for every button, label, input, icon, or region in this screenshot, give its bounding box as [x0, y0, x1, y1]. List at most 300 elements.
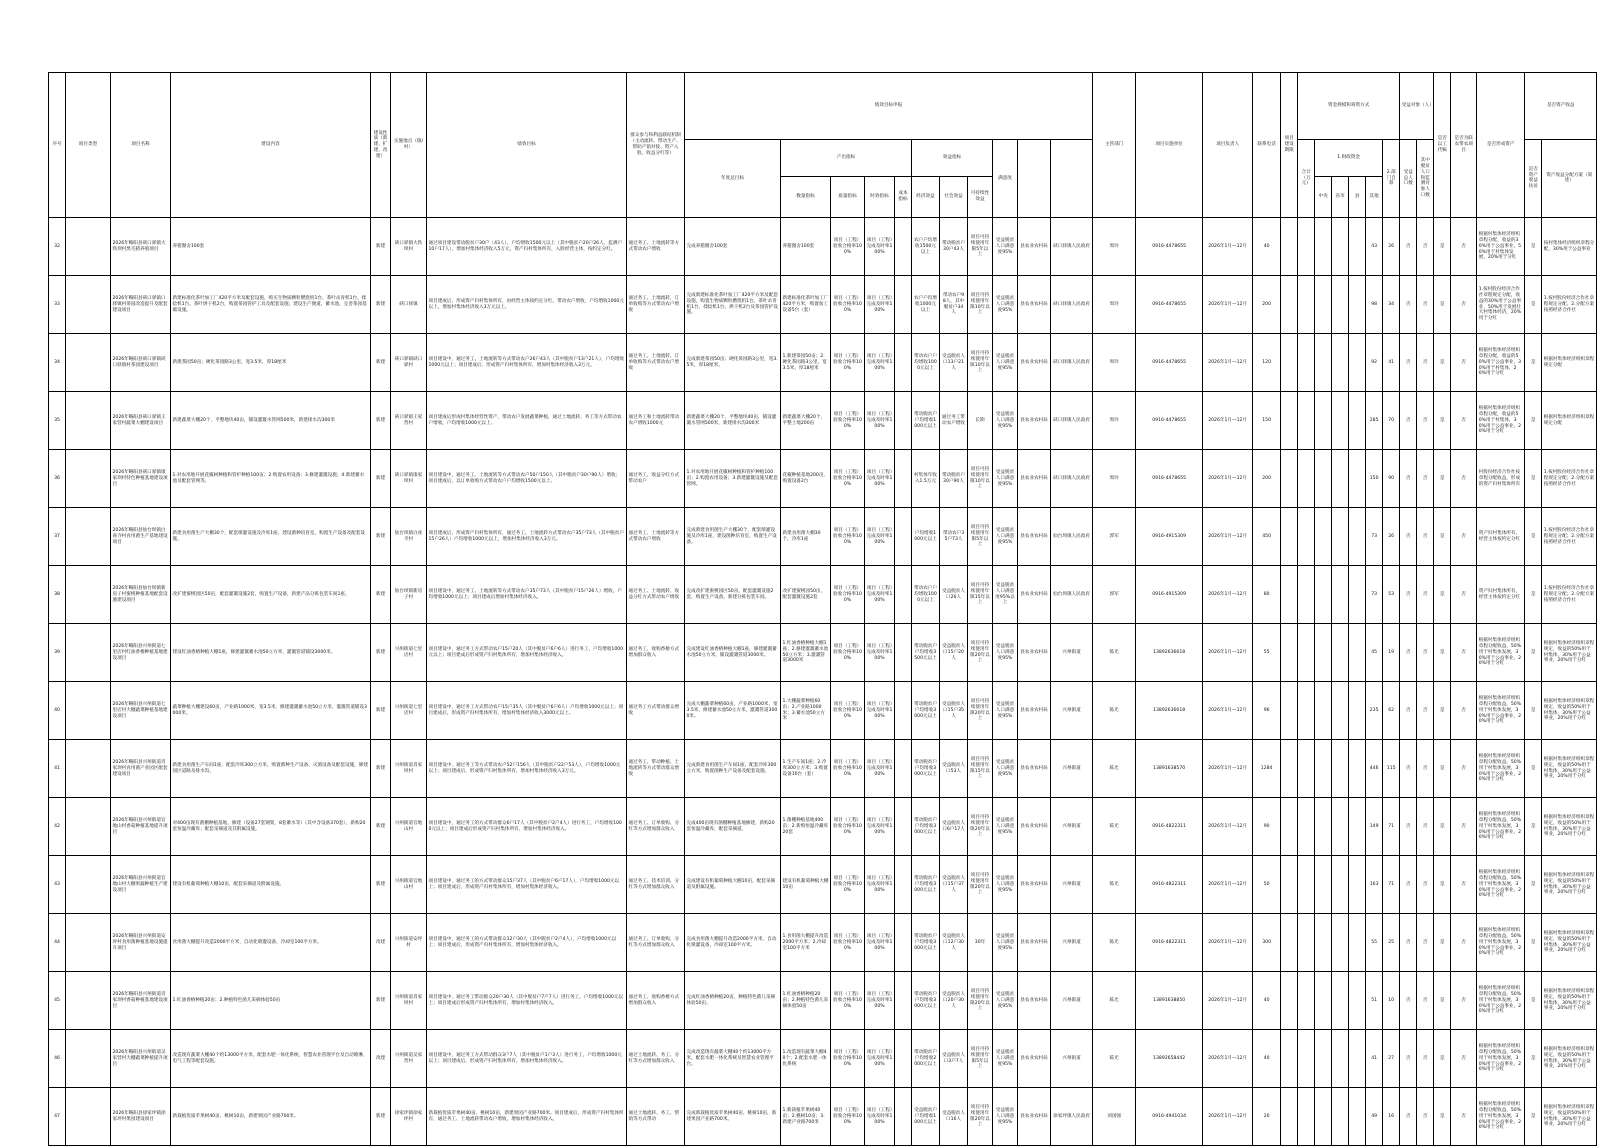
quantity-cell: 养猪圈舍100套: [781, 218, 831, 276]
content-cell: 改扩建蜜桃园区50亩，配套灌溉设施2套，购置生产设备，新建产品分拣包装车间1座。: [171, 566, 371, 624]
province-cell: [1298, 508, 1315, 566]
village-flag-cell: 是: [1525, 508, 1542, 566]
location-cell: 兴州街道安坪村: [391, 914, 427, 972]
quality-cell: 项目（工程）验收合格率100%: [831, 1030, 865, 1088]
header-name: 项目名称: [111, 73, 171, 218]
type-cell: [66, 218, 111, 276]
leader-cell: 陈光: [1093, 624, 1136, 682]
target-cell: 项目建设中，通过务工的方式带动群众6户17人（其中脱贫户2户4人）进行务工，户均增收1000元以上；项目建成后形成资产归村集体所有，增加村集体经济收入。: [427, 798, 627, 856]
income-dist-cell: 根据村集体经济组织章程分配收益，50%用于村集体发展，30%用于公益事业，20%用于分红: [1477, 798, 1525, 856]
type-cell: [66, 1030, 111, 1088]
quantity-cell: 1.红油香椿种植20亩；2.种植特色菌儿采摘体验50亩: [781, 972, 831, 1030]
target-cell: 项目建设中，通过务工等方式带动农户52户156人（其中脱贫户22户53人），户均增收1000元以上；项目建成后，形成资产归村集体所有，增加村集体经济收入3万元。: [427, 740, 627, 798]
poor-cell: 62: [1383, 682, 1400, 740]
province-cell: [1298, 798, 1315, 856]
header-type-flag: 是否以工代赈: [1434, 73, 1451, 218]
county-cell: [1315, 1030, 1332, 1088]
header-province-city: 省市: [1332, 176, 1349, 217]
deptfund-cell: [1349, 1030, 1366, 1088]
workrelief-cell: 否: [1400, 1030, 1417, 1088]
phone-cell: 0916-4915309: [1136, 508, 1203, 566]
income-dist-cell: 根据村集体经济组织章程分配，收益的50%用于公益事业，30%用于村集体，20%用于分红: [1477, 334, 1525, 392]
benef-cell: 98: [1366, 276, 1383, 334]
sustain-cell: 项目可持续使用年限20年以上: [968, 624, 993, 682]
total-cell: 55: [1253, 624, 1281, 682]
other-cell: [1332, 1030, 1349, 1088]
linkage-cell: 否: [1417, 392, 1434, 450]
nature-cell: 新建: [371, 508, 391, 566]
workrelief-cell: 否: [1400, 508, 1417, 566]
county-cell: [1315, 1088, 1332, 1146]
name-cell: 2026年略阳县徐家坪镇徐家坪村果园建设项目: [111, 1088, 171, 1146]
village-flag-cell: 是: [1525, 856, 1542, 914]
province-cell: [1298, 972, 1315, 1030]
mechanism-cell: 通过务工、土地流转、订单收购等方式带动农户增收: [627, 276, 685, 334]
timeliness-cell: 项目（工程）完成及时率100%: [865, 566, 895, 624]
phone-cell: 13891638570: [1136, 740, 1203, 798]
dept-cell: 县农业农村局: [1018, 450, 1051, 508]
type-cell: [66, 334, 111, 392]
total-cell: 200: [1253, 450, 1281, 508]
unit-cell: 硖口驿镇人民政府: [1051, 276, 1093, 334]
cost-cell: [895, 508, 912, 566]
name-cell: 2026年略阳县兴州街道吴家营村大棚蔬菜种植提升项目: [111, 1030, 171, 1088]
central-cell: [1281, 972, 1298, 1030]
village-plan-cell: 根据村集体经济组织章程规定，收益的50%用于村集体，30%用于公益事业，20%用于分红: [1542, 914, 1597, 972]
econ-cell: 农户户均增收1000元以上: [912, 276, 940, 334]
type-cell: [66, 740, 111, 798]
income-flag-cell: 否: [1451, 1030, 1477, 1088]
deptfund-cell: [1349, 334, 1366, 392]
income-dist-cell: 根据村集体经济组织章程分配，收益的30%用于公益事业，50%用于村集体发展，20%用于分红: [1477, 218, 1525, 276]
name-cell: 2026年略阳县兴州街道安坪村食用菌种植基地设施提升项目: [111, 914, 171, 972]
seq-cell: 33: [49, 276, 66, 334]
satisfaction-cell: 受益脱贫人口满意度95%: [993, 1088, 1018, 1146]
dept-cell: 县农业农村局: [1018, 334, 1051, 392]
benef-cell: 45: [1366, 624, 1383, 682]
income-dist-cell: 根据村集体经济组织章程分配收益，50%用于村集体发展，30%用于公益事业，20%用于分红: [1477, 1088, 1525, 1146]
dept-cell: 县农业农村局: [1018, 856, 1051, 914]
timeliness-cell: 项目（工程）完成及时率100%: [865, 218, 895, 276]
poor-cell: 26: [1383, 218, 1400, 276]
asset-cell: 是: [1434, 276, 1451, 334]
benef-cell: 43: [1366, 218, 1383, 276]
phone-cell: 0916-4478655: [1136, 218, 1203, 276]
county-cell: [1315, 624, 1332, 682]
workrelief-cell: 否: [1400, 682, 1417, 740]
village-flag-cell: 是: [1525, 218, 1542, 276]
dept-cell: 县农业农村局: [1018, 914, 1051, 972]
village-flag-cell: 是: [1525, 276, 1542, 334]
workrelief-cell: 否: [1400, 1088, 1417, 1146]
income-flag-cell: 否: [1451, 856, 1477, 914]
central-cell: [1281, 914, 1298, 972]
poor-cell: 70: [1383, 392, 1400, 450]
unit-cell: 兴州街道: [1051, 972, 1093, 1030]
table-row: [49, 1030, 1597, 1088]
header-econ: 经济效益: [912, 176, 940, 217]
table-row: [49, 972, 1597, 1030]
other-cell: [1332, 914, 1349, 972]
timeliness-cell: 项目（工程）完成及时率100%: [865, 740, 895, 798]
poor-cell: 53: [1383, 566, 1400, 624]
cost-cell: [895, 1088, 912, 1146]
social-cell: 受益脱贫人口13户21人: [940, 334, 968, 392]
income-dist-cell: 资产归村集体所有，经营主体按约定分红: [1477, 508, 1525, 566]
leader-cell: 郭军: [1093, 508, 1136, 566]
sustain-cell: 项目可持续使用年限5年以上: [968, 1030, 993, 1088]
poor-cell: 41: [1383, 334, 1400, 392]
header-county: 县: [1349, 176, 1366, 217]
name-cell: 2026年略阳县兴州街道七里店村大棚蔬菜种植基地建设项目: [111, 682, 171, 740]
central-cell: [1281, 624, 1298, 682]
benef-cell: 73: [1366, 566, 1383, 624]
village-flag-cell: 是: [1525, 1030, 1542, 1088]
type-cell: [66, 1088, 111, 1146]
village-flag-cell: 是: [1525, 798, 1542, 856]
quality-cell: 项目（工程）验收合格率100%: [831, 508, 865, 566]
quality-cell: 项目（工程）验收合格率100%: [831, 856, 865, 914]
location-cell: 徐家坪镇徐家坪村: [391, 1088, 427, 1146]
econ-cell: 农户户均增收1500元以上: [912, 218, 940, 276]
nature-cell: 新建: [371, 218, 391, 276]
deptfund-cell: [1349, 740, 1366, 798]
poor-cell: 115: [1383, 740, 1400, 798]
benef-cell: 285: [1366, 392, 1383, 450]
content-cell: 1.红油香椿种植20亩；2.种植特色菌儿采摘体验50亩: [171, 972, 371, 1030]
quantity-cell: 1.新栽植苹果树40亩；2.桃树10亩；3.新建产业路700米: [781, 1088, 831, 1146]
dept-cell: 县农业农村局: [1018, 392, 1051, 450]
econ-cell: 带动脱贫户户均增收3000元以上: [912, 682, 940, 740]
workrelief-cell: 否: [1400, 624, 1417, 682]
village-flag-cell: 是: [1525, 392, 1542, 450]
table-row: [49, 450, 1597, 508]
social-cell: 带动农户35户73人: [940, 508, 968, 566]
seq-cell: 40: [49, 682, 66, 740]
total-cell: 450: [1253, 508, 1281, 566]
village-flag-cell: 是: [1525, 624, 1542, 682]
timeliness-cell: 项目（工程）完成及时率100%: [865, 972, 895, 1030]
workrelief-cell: 否: [1400, 566, 1417, 624]
quantity-cell: 1.食用菌大棚提升改造2000平方米；2.冷却室100平方米: [781, 914, 831, 972]
central-cell: [1281, 682, 1298, 740]
seq-cell: 34: [49, 334, 66, 392]
total-cell: 20: [1253, 1088, 1281, 1146]
dept-cell: 县农业农村局: [1018, 1088, 1051, 1146]
benef-cell: 92: [1366, 334, 1383, 392]
total-cell: 40: [1253, 218, 1281, 276]
period-cell: 2026年1月—12月: [1203, 624, 1253, 682]
econ-cell: 带动脱贫户户均增收3000元以上: [912, 740, 940, 798]
timeliness-cell: 项目（工程）完成及时率100%: [865, 624, 895, 682]
total-cell: 300: [1253, 914, 1281, 972]
village-flag-cell: 是: [1525, 450, 1542, 508]
income-flag-cell: 否: [1451, 682, 1477, 740]
dept-cell: 县农业农村局: [1018, 218, 1051, 276]
location-cell: 硖口驿镇王家营村: [391, 392, 427, 450]
leader-cell: 陈光: [1093, 914, 1136, 972]
poor-cell: 90: [1383, 450, 1400, 508]
phone-cell: 0916-4822311: [1136, 798, 1203, 856]
sustain-cell: 项目可持续使用年限20年以上: [968, 856, 993, 914]
total-cell: 40: [1253, 1030, 1281, 1088]
other-cell: [1332, 972, 1349, 1030]
satisfaction-cell: 受益脱贫人口满意度95%: [993, 856, 1018, 914]
header-mechanism: 群众参与和利益联结机制（主动流转、带动生产、帮助产销对接、资产入股、收益分红等）: [627, 73, 685, 218]
social-cell: 带动脱贫户30户43人: [940, 218, 968, 276]
province-cell: [1298, 450, 1315, 508]
total-cell: 96: [1253, 682, 1281, 740]
period-cell: 2026年1月—12月: [1203, 392, 1253, 450]
header-dept-fund: 2.部门自筹: [1383, 139, 1400, 217]
table-row: [49, 914, 1597, 972]
income-dist-cell: 根据村集体经济组织章程分配收益，50%用于村集体发展，30%用于公益事业，20%用于分红: [1477, 1030, 1525, 1088]
village-flag-cell: 是: [1525, 914, 1542, 972]
annual-cell: 完成红油香椿种植20亩，种植特色菌儿采摘体验50亩。: [685, 972, 781, 1030]
income-dist-cell: 村股份经济合作社按章程分配收益，形成的资产归村集体所有: [1477, 450, 1525, 508]
social-cell: 受益脱贫人口15户37人: [940, 856, 968, 914]
cost-cell: [895, 566, 912, 624]
name-cell: 2026年略阳县硖口驿镇硖口驿镇村茶园建设项目: [111, 334, 171, 392]
sustain-cell: 项目可持续使用年限15年以上: [968, 740, 993, 798]
type-cell: [66, 450, 111, 508]
unit-cell: 硖口驿镇人民政府: [1051, 218, 1093, 276]
header-asset: 是否形成资产: [1477, 73, 1525, 218]
linkage-cell: 否: [1417, 1088, 1434, 1146]
nature-cell: 新建: [371, 566, 391, 624]
benef-cell: 41: [1366, 1030, 1383, 1088]
seq-cell: 45: [49, 972, 66, 1030]
name-cell: 2026年略阳县硖口驿镇王家营村蔬菜大棚建设项目: [111, 392, 171, 450]
phone-cell: 13891638850: [1136, 972, 1203, 1030]
header-perf-target: 绩效目标: [427, 73, 627, 218]
central-cell: [1281, 276, 1298, 334]
annual-cell: 完成建设红油香椿种植大棚1座，修建灌溉蓄水池50立方米，铺设灌溉管道3000米。: [685, 624, 781, 682]
deptfund-cell: [1349, 682, 1366, 740]
province-cell: [1298, 682, 1315, 740]
central-cell: [1281, 566, 1298, 624]
total-cell: 90: [1253, 798, 1281, 856]
header-cost: 成本指标: [895, 176, 912, 217]
econ-cell: 带动脱贫户户均增收3000元以上: [912, 798, 940, 856]
annual-cell: 完成400亩现有菌棚种植基地修建，新购20套恒温冷藏库，配套采摘道。: [685, 798, 781, 856]
linkage-cell: 否: [1417, 508, 1434, 566]
satisfaction-cell: 受益脱贫人口满意度95%: [993, 972, 1018, 1030]
total-cell: 150: [1253, 392, 1281, 450]
content-cell: 建设有机葡萄种植大棚10亩，配套采摘道及附属设施。: [171, 856, 371, 914]
income-flag-cell: 否: [1451, 218, 1477, 276]
mechanism-cell: 通过务工、土地流转、订单收购等方式带动农户增收: [627, 334, 685, 392]
header-content: 建设内容: [171, 73, 371, 218]
header-income-dist: 资产收益分配方案（简述）: [1542, 139, 1597, 217]
annual-cell: 完成新栽植优质苹果树40亩、桃树10亩，新建果园产业路700米。: [685, 1088, 781, 1146]
name-cell: 2026年略阳县兴州街道官地山村大棚果蔬种植生产建设项目: [111, 856, 171, 914]
quantity-cell: 改扩建蜜桃园50亩，配套灌溉设施2套: [781, 566, 831, 624]
sustain-cell: 项目可持续使用年限10年以上: [968, 450, 993, 508]
province-cell: [1298, 392, 1315, 450]
sustain-cell: 项目可持续使用年限20年以上: [968, 972, 993, 1030]
central-cell: [1281, 450, 1298, 508]
annual-cell: 完成新建食用菌生产车间1座，配套冷库300立方米，购置菌种生产设备及配套设施。: [685, 740, 781, 798]
period-cell: 2026年1月—12月: [1203, 566, 1253, 624]
header-phone: 联系电话: [1253, 73, 1281, 218]
deptfund-cell: [1349, 218, 1366, 276]
benef-cell: 73: [1366, 508, 1383, 566]
name-cell: 2026年略阳县仙台坝镇新房子村蜜桃种植基地配套设施建设项目: [111, 566, 171, 624]
content-cell: 新建食用菌生产大棚30个，配套喷灌设施及冷库1座，建设菌种培育室，购置生产设备及配套设施。: [171, 508, 371, 566]
phone-cell: 0916-4478655: [1136, 276, 1203, 334]
table-row: [49, 682, 1597, 740]
asset-cell: 是: [1434, 218, 1451, 276]
asset-cell: 是: [1434, 624, 1451, 682]
quantity-cell: 新建食用菌大棚30个，冷库1座: [781, 508, 831, 566]
period-cell: 2026年1月—12月: [1203, 218, 1253, 276]
content-cell: 新建标准化茶叶加工厂420平方米及配套设施，购买生物质颗粒燃烧机1台、茶叶杀青机1台、揉捻机1台、茶叶烘干机2台，购置茶园管护工具及配套设施；建设生产便道、蓄水池，完善茶园基础设施。: [171, 276, 371, 334]
seq-cell: 38: [49, 566, 66, 624]
workrelief-cell: 否: [1400, 914, 1417, 972]
leader-cell: 周玲: [1093, 334, 1136, 392]
county-cell: [1315, 218, 1332, 276]
satisfaction-cell: 受益脱贫人口满意度95%: [993, 624, 1018, 682]
sustain-cell: 项目可持续使用年限10年以上: [968, 276, 993, 334]
village-plan-cell: 1.按村股份经济合作社章程规定分配；2.分配方案按照经济合作社: [1542, 450, 1597, 508]
content-cell: 对400亩现有菌棚种植基地，修建（设备27套钢架，8套蓄水等）（其中含设备370套），新购20套恒温冷藏库；配套采摘道及其附属设施。: [171, 798, 371, 856]
social-cell: 受益脱贫人口3户7人: [940, 1030, 968, 1088]
header-type: 项目类型: [66, 73, 111, 218]
sustain-cell: 30年: [968, 914, 993, 972]
mechanism-cell: 通过务工方式带动群众增收: [627, 682, 685, 740]
econ-cell: 受益脱贫户户均增收1000元以上: [912, 1088, 940, 1146]
quality-cell: 项目（工程）验收合格率100%: [831, 798, 865, 856]
header-leader: 项目负责人: [1203, 73, 1253, 218]
county-cell: [1315, 914, 1332, 972]
linkage-cell: 否: [1417, 682, 1434, 740]
header-timeliness: 时效指标: [865, 176, 895, 217]
quality-cell: 项目（工程）验收合格率100%: [831, 218, 865, 276]
leader-cell: 陈光: [1093, 856, 1136, 914]
annual-cell: 1.对农用地开展花椒树种植和管护种植100亩；2.购置农用设备；3.新建灌溉设施及配套管网。: [685, 450, 781, 508]
unit-cell: 兴州街道: [1051, 914, 1093, 972]
header-location: 实施地点（镇/村）: [391, 73, 427, 218]
other-cell: [1332, 624, 1349, 682]
unit-cell: 仙台坝镇人民政府: [1051, 508, 1093, 566]
target-cell: 项目建设中，通过务工带动群众20户30人（其中脱贫户7户7人）进行务工，户均增收1000元以上；项目建成后形成资产归村集体所有，增加村集体经济收入。: [427, 972, 627, 1030]
table-row: [49, 334, 1597, 392]
seq-cell: 43: [49, 856, 66, 914]
annual-cell: 完成新建标准化茶叶加工厂420平方米及配套设施，购置生物质颗粒燃烧机1台、茶叶杀青机1台、揉捻机1台、烘干机2台及茶园管护设施。: [685, 276, 781, 334]
target-cell: 新栽植优质苹果树40亩、桃树10亩，新建果园产业路700米。项目建成后，形成资产归村集体所有，通过务工、土地流转带动农户增收，增加村集体经济收入。: [427, 1088, 627, 1146]
county-cell: [1315, 450, 1332, 508]
content-cell: 蔬菜种植大棚建设60亩，产业路1000米，宽3.5米，修建灌溉蓄水池50立方米，灌溉管道铺设3000米。: [171, 682, 371, 740]
province-cell: [1298, 624, 1315, 682]
poor-cell: 16: [1383, 1088, 1400, 1146]
target-cell: 项目建设中，通过务工、土地流转等方式带动农户35户73人（其中脱贫户15户26人）增收，户均增收1000元以上；项目建成后增加村集体经济收入。: [427, 566, 627, 624]
seq-cell: 35: [49, 392, 66, 450]
deptfund-cell: [1349, 566, 1366, 624]
village-plan-cell: 根据村集体经济组织章程规定分配: [1542, 392, 1597, 450]
income-flag-cell: 否: [1451, 508, 1477, 566]
mechanism-cell: 通过务工、土地流转等方式带动农户增收: [627, 508, 685, 566]
social-cell: 受益脱贫人口15户35人: [940, 682, 968, 740]
income-dist-cell: 根据村集体经济组织章程分配收益，50%用于村集体发展，30%用于公益事业，20%用于分红: [1477, 856, 1525, 914]
quantity-cell: 新建标准化茶叶加工厂420平方米，购置加工设备5台（套）: [781, 276, 831, 334]
nature-cell: 改建: [371, 1030, 391, 1088]
asset-cell: 是: [1434, 1030, 1451, 1088]
poor-cell: 34: [1383, 276, 1400, 334]
cost-cell: [895, 450, 912, 508]
header-owner-unit: 项目实施单位: [1136, 73, 1203, 218]
target-cell: 项目建设中，通过务工、土地流转等方式带动农户50户150人（其中脱贫户30户90人）增收；项目建成后，以订单收购方式带动农户户均增收1500元以上。: [427, 450, 627, 508]
county-cell: [1315, 856, 1332, 914]
satisfaction-cell: 受益脱贫人口满意度95%: [993, 508, 1018, 566]
other-cell: [1332, 334, 1349, 392]
header-central: 中央: [1315, 176, 1332, 217]
workrelief-cell: 否: [1400, 856, 1417, 914]
quantity-cell: 新建蔬菜大棚20个，平整土地200亩: [781, 392, 831, 450]
income-flag-cell: 否: [1451, 566, 1477, 624]
county-cell: [1315, 798, 1332, 856]
village-flag-cell: 是: [1525, 334, 1542, 392]
linkage-cell: 否: [1417, 566, 1434, 624]
dept-cell: 县农业农村局: [1018, 682, 1051, 740]
period-cell: 2026年1月—12月: [1203, 1088, 1253, 1146]
deptfund-cell: [1349, 798, 1366, 856]
dept-cell: 县农业农村局: [1018, 508, 1051, 566]
table-row: [49, 624, 1597, 682]
cost-cell: [895, 334, 912, 392]
header-total: 合计（万元）: [1298, 139, 1315, 217]
content-cell: 改造现有蔬菜大棚40个约13000平方米，配套水肥一体化系统，智慧农业管理平台及自动喷淋，电气工程等配套设施。: [171, 1030, 371, 1088]
poor-cell: 71: [1383, 798, 1400, 856]
type-cell: [66, 392, 111, 450]
satisfaction-cell: 受益脱贫人口满意度95%: [993, 740, 1018, 798]
sustain-cell: 长期: [968, 392, 993, 450]
nature-cell: 新建: [371, 334, 391, 392]
project-table-sheet: [48, 72, 1595, 1146]
satisfaction-cell: 受益脱贫人口满意度95%: [993, 914, 1018, 972]
income-flag-cell: 否: [1451, 972, 1477, 1030]
county-cell: [1315, 508, 1332, 566]
leader-cell: 周玲: [1093, 276, 1136, 334]
table-row: [49, 218, 1597, 276]
table-row: [49, 566, 1597, 624]
unit-cell: 硖口驿镇人民政府: [1051, 334, 1093, 392]
timeliness-cell: 项目（工程）完成及时率100%: [865, 334, 895, 392]
type-cell: [66, 798, 111, 856]
county-cell: [1315, 334, 1332, 392]
content-cell: 建设红油香椿种植大棚1座，修建灌溉蓄水池50立方米，灌溉管道铺设3000米。: [171, 624, 371, 682]
asset-cell: 是: [1434, 914, 1451, 972]
nature-cell: 新建: [371, 1088, 391, 1146]
nature-cell: 新建: [371, 856, 391, 914]
nature-cell: 新建: [371, 450, 391, 508]
mechanism-cell: 通过务工和土地流转带动农户增收1000元: [627, 392, 685, 450]
sustain-cell: 项目可持续使用年限20年以上: [968, 798, 993, 856]
location-cell: 仙台坝镇新房子村: [391, 566, 427, 624]
satisfaction-cell: 受益脱贫人口满意度95%: [993, 682, 1018, 740]
county-cell: [1315, 682, 1332, 740]
income-flag-cell: 否: [1451, 334, 1477, 392]
linkage-cell: 否: [1417, 914, 1434, 972]
header-benefit-group: 效益指标: [912, 139, 993, 176]
timeliness-cell: 项目（工程）完成及时率100%: [865, 914, 895, 972]
village-flag-cell: 是: [1525, 740, 1542, 798]
header-social-dummy: [1051, 139, 1093, 217]
total-cell: 50: [1253, 856, 1281, 914]
income-dist-cell: 根据村集体经济组织章程分配收益，50%用于村集体发展，30%用于公益事业，20%用于分红: [1477, 624, 1525, 682]
village-plan-cell: 根据村集体经济组织章程规定，收益的50%用于村集体，30%用于公益事业，20%用于分红: [1542, 682, 1597, 740]
quantity-cell: 1.菌棚种植基地400亩；2.新购恒温冷藏库20套: [781, 798, 831, 856]
